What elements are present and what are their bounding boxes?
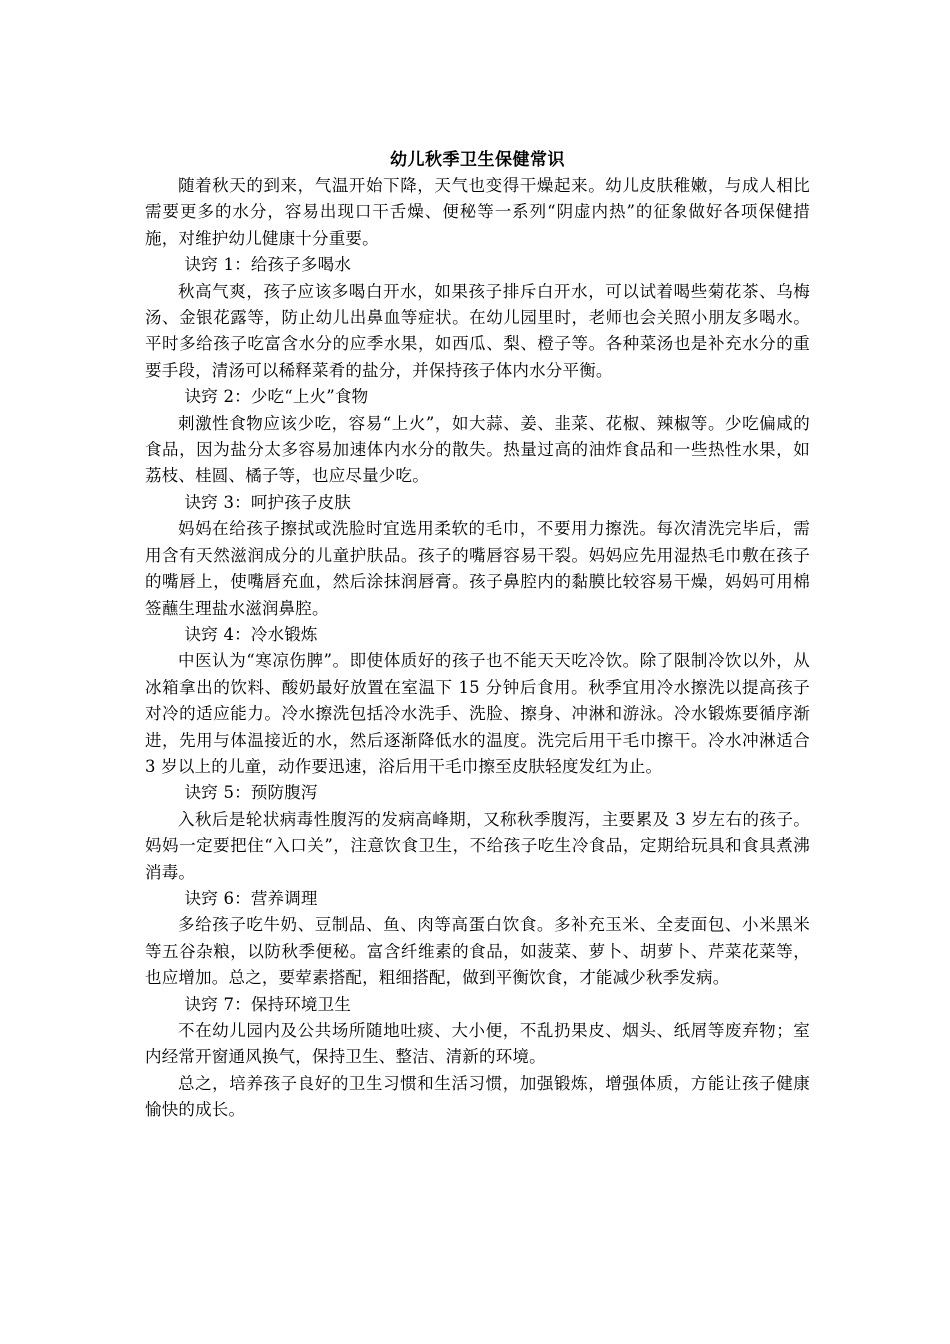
conclusion-paragraph: 总之，培养孩子良好的卫生习惯和生活习惯，加强锻炼，增强体质，方能让孩子健康愉快的成长。 xyxy=(145,1073,810,1120)
section-1-body: 秋高气爽，孩子应该多喝白开水，如果孩子排斥白开水，可以试着喝些菊花茶、乌梅汤、金银花露等，防止幼儿出鼻血等症状。在幼儿园里时，老师也会关照小朋友多喝水。平时多给孩子吃富含水分的应季水果，如西瓜、梨、橙子等。各种菜汤也是补充水分的重要手段，清汤可以稀释菜肴的盐分，并保持孩子体内水分平衡。 xyxy=(145,281,810,380)
intro-paragraph: 随着秋天的到来，气温开始下降，天气也变得干燥起来。幼儿皮肤稚嫩，与成人相比需要更多的水分，容易出现口干舌燥、便秘等一系列“阴虚内热”的征象做好各项保健措施，对维护幼儿健康十分重要。 xyxy=(145,176,810,248)
section-6-body: 多给孩子吃牛奶、豆制品、鱼、肉等高蛋白饮食。多补充玉米、全麦面包、小米黑米等五谷杂粮，以防秋季便秘。富含纤维素的食品，如菠菜、萝卜、胡萝卜、芹菜花菜等，也应增加。总之，要荤素搭配，粗细搭配，做到平衡饮食，才能减少秋季发病。 xyxy=(145,915,810,988)
section-5-body: 入秋后是轮状病毒性腹泻的发病高峰期，又称秋季腹泻，主要累及 3 岁左右的孩子。妈妈一定要把住“入口关”，注意饮食卫生，不给孩子吃生冷食品，定期给玩具和食具煮沸消毒。 xyxy=(145,809,810,882)
section-7-body: 不在幼儿园内及公共场所随地吐痰、大小便，不乱扔果皮、烟头、纸屑等废弃物；室内经常开窗通风换气，保持卫生、整洁、清新的环境。 xyxy=(145,1021,810,1067)
section-2-heading: 诀窍 2：少吃“上火”食物 xyxy=(184,387,369,407)
document-title: 幼儿秋季卫生保健常识 xyxy=(390,150,565,170)
section-4-body: 中医认为“寒凉伤脾”。即使体质好的孩子也不能天天吃冷饮。除了限制冷饮以外，从冰箱拿出的饮料、酸奶最好放置在室温下 15 分钟后食用。秋季宜用冷水擦洗以提高孩子对冷的适应能力。冷水擦洗包括冷水洗手、洗脸、擦身、冲淋和游泳。冷水锻炼要循序渐进，先用与体温接近的水，然后逐渐降低水的温度。洗完后用干毛巾擦干。冷水冲淋适合 3 岁以上的儿童，动作要迅速，浴后用干毛巾擦至皮肤轻度发红为止。 xyxy=(145,651,810,776)
section-1-heading: 诀窍 1：给孩子多喝水 xyxy=(184,255,352,275)
section-3-body: 妈妈在给孩子擦拭或洗脸时宜选用柔软的毛巾，不要用力擦洗。每次清洗完毕后，需用含有天然滋润成分的儿童护肤品。孩子的嘴唇容易干裂。妈妈应先用湿热毛巾敷在孩子的嘴唇上，使嘴唇充血，然后涂抹润唇膏。孩子鼻腔内的黏膜比较容易干燥，妈妈可用棉签蘸生理盐水滋润鼻腔。 xyxy=(145,519,810,618)
section-4-heading: 诀窍 4：冷水锻炼 xyxy=(184,624,318,644)
section-3-heading: 诀窍 3：呵护孩子皮肤 xyxy=(184,492,352,512)
section-5-heading: 诀窍 5：预防腹泻 xyxy=(184,783,318,803)
section-6-heading: 诀窍 6：营养调理 xyxy=(184,888,318,908)
section-2-body: 刺激性食物应该少吃，容易“上火”，如大蒜、姜、韭菜、花椒、辣椒等。少吃偏咸的食品，因为盐分太多容易加速体内水分的散失。热量过高的油炸食品和一些热性水果，如荔枝、桂圆、橘子等，也应尽量少吃。 xyxy=(145,413,810,486)
section-7-heading: 诀窍 7：保持环境卫生 xyxy=(184,994,352,1014)
document-page xyxy=(145,148,810,1124)
